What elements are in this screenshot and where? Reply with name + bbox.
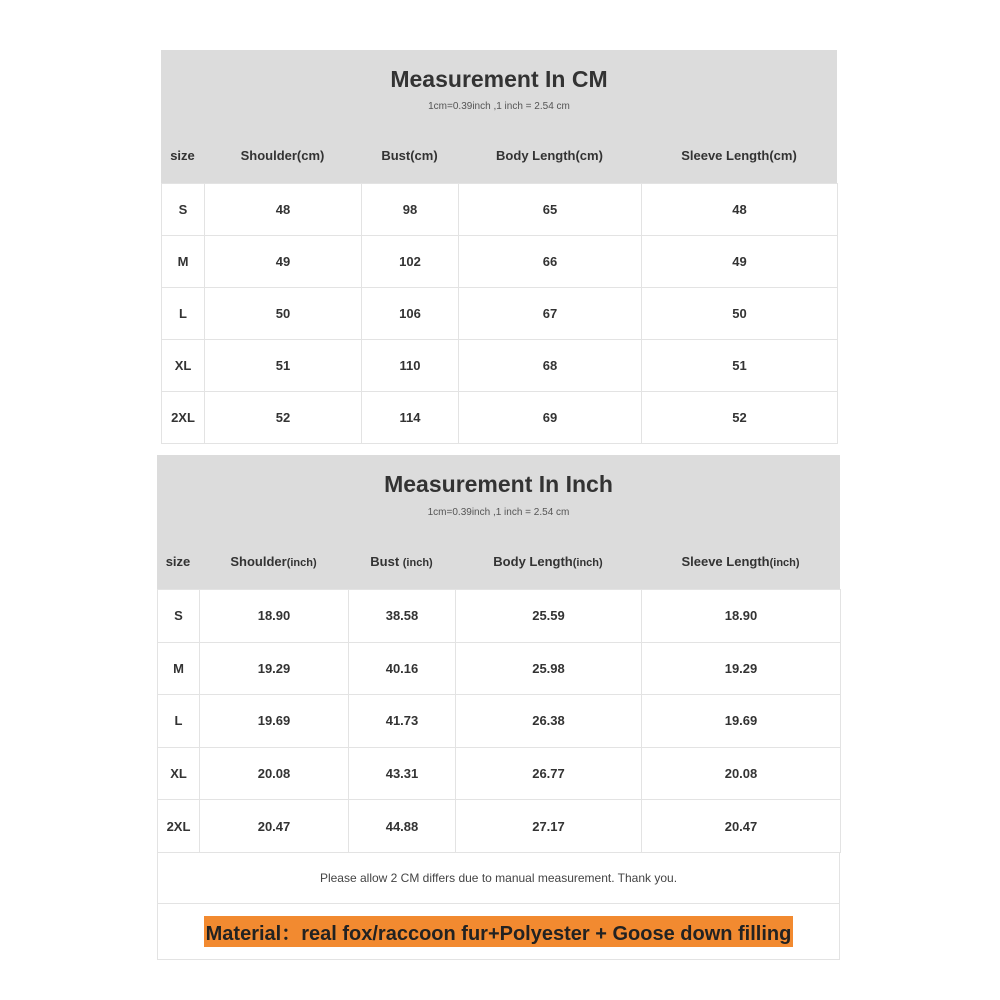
shoulder-cell: 19.29	[200, 642, 349, 695]
body-length-cell: 65	[459, 184, 642, 236]
measurement-disclaimer	[157, 853, 840, 904]
sleeve-length-cell: 20.08	[642, 747, 841, 800]
sleeve-length-cell: 49	[642, 236, 838, 288]
size-cell: M	[162, 236, 205, 288]
inch-col-header-sleeve-length: Sleeve Length(inch)	[681, 554, 800, 569]
bust-cell: 41.73	[349, 695, 456, 748]
table-row	[162, 288, 838, 340]
sleeve-length-cell: 50	[642, 288, 838, 340]
sleeve-length-cell: 51	[642, 340, 838, 392]
inch-measurement-table	[157, 455, 840, 960]
inch-col-header-shoulder: Shoulder(inch)	[230, 554, 317, 569]
disclaimer-text: Please allow 2 CM differs due to manual measurement. Thank you.	[319, 870, 678, 885]
shoulder-cell: 18.90	[200, 590, 349, 643]
table-row	[158, 800, 841, 853]
table-row	[162, 340, 838, 392]
size-cell: S	[162, 184, 205, 236]
shoulder-cell: 48	[205, 184, 362, 236]
body-length-cell: 27.17	[456, 800, 642, 853]
size-cell: M	[158, 642, 200, 695]
bust-cell: 38.58	[349, 590, 456, 643]
body-length-cell: 25.59	[456, 590, 642, 643]
inch-table-conversion-note: 1cm=0.39inch ,1 inch = 2.54 cm	[427, 507, 570, 518]
table-row	[158, 590, 841, 643]
material-label: Material：real fox/raccoon fur+Polyester + Goose down filling	[204, 916, 794, 947]
shoulder-cell: 51	[205, 340, 362, 392]
sleeve-length-cell: 52	[642, 392, 838, 444]
size-cell: XL	[162, 340, 205, 392]
size-cell: 2XL	[162, 392, 205, 444]
table-row	[162, 184, 838, 236]
size-cell: XL	[158, 747, 200, 800]
inch-col-header-size: size	[165, 554, 191, 569]
table-row	[162, 392, 838, 444]
shoulder-cell: 20.08	[200, 747, 349, 800]
inch-table-header	[157, 455, 840, 589]
bust-cell: 43.31	[349, 747, 456, 800]
bust-cell: 114	[362, 392, 459, 444]
body-length-cell: 66	[459, 236, 642, 288]
cm-table-conversion-note: 1cm=0.39inch ,1 inch = 2.54 cm	[428, 101, 570, 112]
cm-col-header-sleeve-length: Sleeve Length(cm)	[681, 148, 797, 163]
body-length-cell: 67	[459, 288, 642, 340]
sleeve-length-cell: 18.90	[642, 590, 841, 643]
shoulder-cell: 50	[205, 288, 362, 340]
body-length-cell: 26.38	[456, 695, 642, 748]
cm-col-header-size: size	[170, 148, 195, 163]
size-cell: L	[162, 288, 205, 340]
bust-cell: 110	[362, 340, 459, 392]
table-row	[158, 747, 841, 800]
bust-cell: 102	[362, 236, 459, 288]
bust-cell: 106	[362, 288, 459, 340]
cm-col-header-body-length: Body Length(cm)	[496, 148, 603, 163]
cm-table-header	[161, 50, 837, 183]
sleeve-length-cell: 48	[642, 184, 838, 236]
shoulder-cell: 52	[205, 392, 362, 444]
shoulder-cell: 19.69	[200, 695, 349, 748]
body-length-cell: 25.98	[456, 642, 642, 695]
cm-table-title: Measurement In CM	[390, 66, 608, 92]
cm-col-header-bust: Bust(cm)	[381, 148, 438, 163]
inch-col-header-body-length: Body Length(inch)	[493, 554, 603, 569]
cm-col-header-shoulder: Shoulder(cm)	[240, 148, 325, 163]
sleeve-length-cell: 19.69	[642, 695, 841, 748]
cm-table-body	[161, 183, 838, 444]
table-row	[162, 236, 838, 288]
shoulder-cell: 49	[205, 236, 362, 288]
material-row	[157, 904, 840, 960]
inch-table-body	[157, 589, 841, 853]
bust-cell: 44.88	[349, 800, 456, 853]
sleeve-length-cell: 20.47	[642, 800, 841, 853]
body-length-cell: 69	[459, 392, 642, 444]
size-cell: L	[158, 695, 200, 748]
bust-cell: 40.16	[349, 642, 456, 695]
size-cell: S	[158, 590, 200, 643]
sleeve-length-cell: 19.29	[642, 642, 841, 695]
size-cell: 2XL	[158, 800, 200, 853]
cm-measurement-table	[161, 50, 837, 444]
body-length-cell: 68	[459, 340, 642, 392]
table-row	[158, 642, 841, 695]
bust-cell: 98	[362, 184, 459, 236]
inch-col-header-bust: Bust (inch)	[370, 554, 433, 569]
body-length-cell: 26.77	[456, 747, 642, 800]
inch-table-title: Measurement In Inch	[384, 471, 613, 497]
table-row	[158, 695, 841, 748]
shoulder-cell: 20.47	[200, 800, 349, 853]
